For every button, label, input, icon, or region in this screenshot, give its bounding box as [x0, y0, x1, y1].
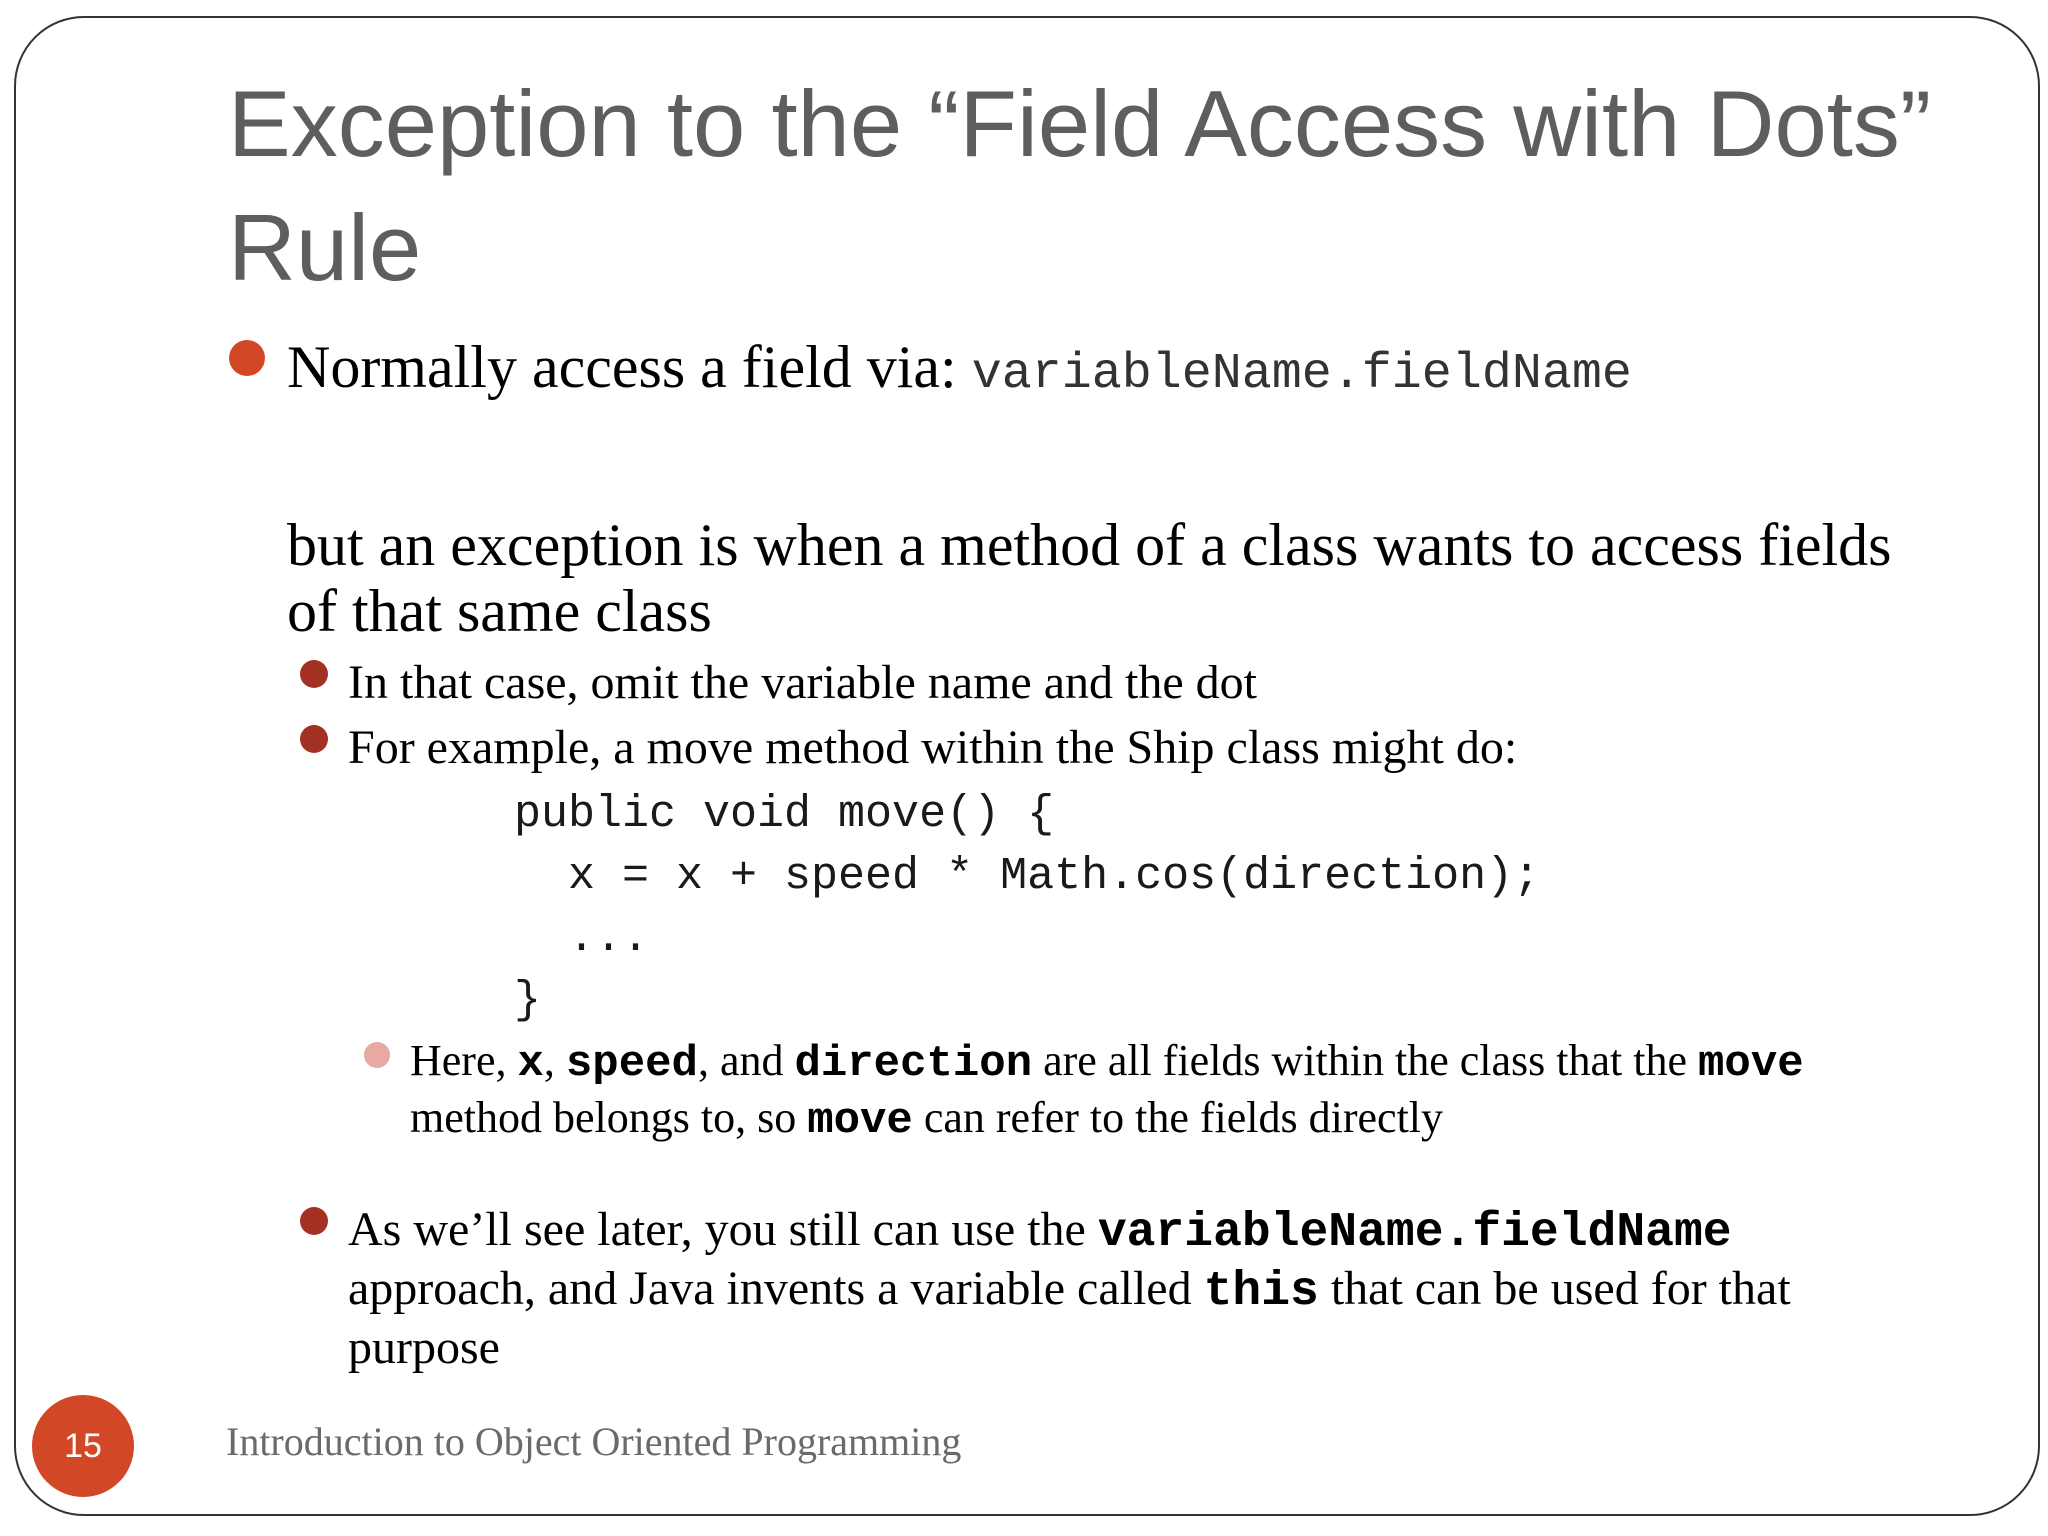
bullet-text: that can be used for that purpose [348, 1262, 1791, 1374]
slide-title: Exception to the “Field Access with Dots” Rule [228, 71, 1932, 300]
exception-paragraph: but an exception is when a method of a class wants to access fields of that same class [287, 512, 1892, 644]
sub-bullet-omit: In that case, omit the variable name and the dot [348, 656, 1257, 709]
bullet-text: As we’ll see later, you still can use the [348, 1203, 1098, 1256]
note-text: method belongs to, so [410, 1093, 808, 1142]
bullet-text: approach, and Java invents a variable called [348, 1262, 1204, 1315]
bullet-dot-icon [364, 1042, 390, 1068]
note-text: can refer to the fields directly [912, 1093, 1444, 1142]
sub-sub-bullet-note [410, 1034, 1890, 1148]
code-this: this [1203, 1265, 1319, 1319]
note-text: , [543, 1036, 566, 1085]
sub-bullet-example: For example, a move method within the Ship class might do: [348, 721, 1518, 774]
code-speed: speed [565, 1039, 698, 1089]
inline-code: variableName.fieldName [971, 346, 1632, 403]
code-variablename-fieldname: variableName.fieldName [1097, 1206, 1732, 1260]
code-x: x [517, 1039, 544, 1089]
code-block: public void move() { x = x + speed * Math.cos(direction); ... } [514, 789, 1541, 1026]
bullet-dot-icon [300, 725, 328, 753]
bullet-normal-access [287, 334, 1987, 408]
bullet-dot-icon [300, 660, 328, 688]
sub-bullet-this [348, 1202, 1908, 1376]
bullet-dot-icon [229, 340, 265, 376]
bullet-dot-icon [300, 1207, 328, 1235]
code-move: move [1698, 1039, 1804, 1089]
note-text: , and [697, 1036, 795, 1085]
note-text: Here, [410, 1036, 518, 1085]
code-direction: direction [794, 1039, 1033, 1089]
bullet-text: Normally access a field via: [287, 334, 972, 400]
footer-text: Introduction to Object Oriented Programming [226, 1419, 962, 1464]
page-number-badge: 15 [32, 1395, 134, 1497]
note-text: are all fields within the class that the [1032, 1036, 1699, 1085]
code-move: move [807, 1096, 913, 1146]
